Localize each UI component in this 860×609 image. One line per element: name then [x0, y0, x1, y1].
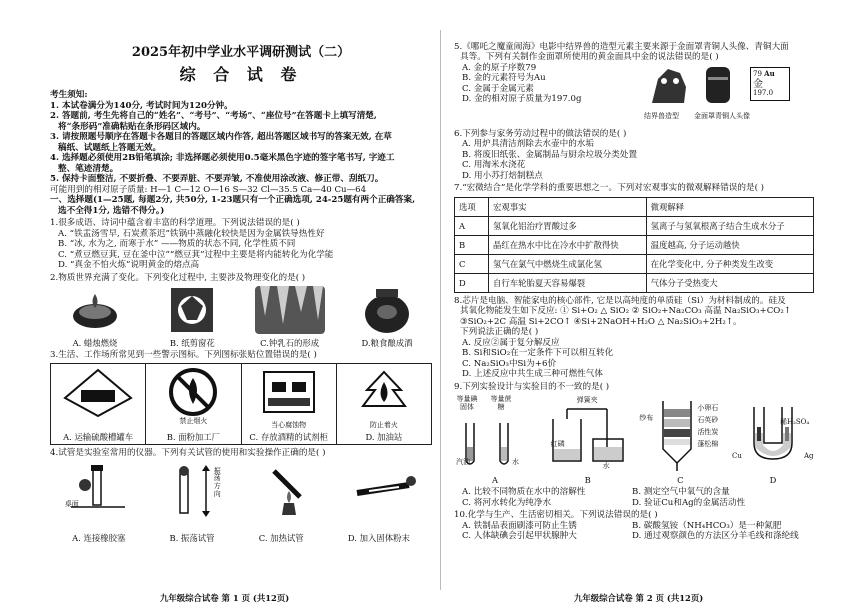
apparatus-letter: A [491, 474, 499, 485]
option: D. 上述反应中共生成三种可燃性气体 [462, 369, 603, 380]
option: C. “煮豆燃豆萁, 豆在釜中泣”“燃豆萁”过程中主要是将内能转化为化学能 [58, 249, 334, 260]
question-8-cont: 其氧化物能发生如下反应: ① Si+O₂ △ SiO₂ ② SiO₂+Na₂CO₃ 高温 Na₂SiO₃+CO₂↑ [460, 306, 791, 317]
table-header: 选项 [455, 197, 489, 216]
q10-options-row [454, 531, 814, 541]
notice-line: 5. 保持卡面整洁, 不要折叠、不要弄脏、不要弄皱, 不准使用涂改液、修正带、刮纸刀。 [50, 174, 384, 185]
table-cell: 气体分子受热变大 [646, 273, 813, 292]
apparatus-label: 红磷 [550, 440, 565, 449]
sign-text: 当心腐蚀物 [271, 420, 307, 429]
water-filter-icon [657, 399, 697, 473]
option: D. 加油站 [365, 432, 403, 443]
page-footer: 九年级综合试卷 第 1 页 (共12页) [160, 592, 290, 603]
section-heading: 选不全得1分, 选错不得分。) [58, 205, 165, 216]
corrosion-warning-icon [254, 368, 324, 416]
q3-sign-a [51, 364, 146, 444]
option: A. 铁制品表面刷漆可防止生锈 [462, 520, 577, 531]
option: C. 用淘米水浇花 [462, 160, 526, 171]
q2-image-d [342, 286, 432, 348]
left-column [50, 0, 432, 609]
option: C. Na₂SiO₃中Si为+6价 [462, 358, 557, 369]
apparatus-label: 稀H₂SO₄ [779, 418, 810, 427]
option: C. 将河水转化为纯净水 [462, 497, 552, 508]
atomic-mass: 197.0 [753, 88, 774, 97]
q4-image-d [349, 463, 419, 533]
option: C.钟乳石的形成 [260, 337, 320, 348]
q9-options-row [454, 487, 814, 497]
element-symbol: Au [764, 68, 775, 78]
oxygen-test-icon [547, 405, 629, 471]
apparatus-a [454, 395, 536, 485]
table-header: 宏观事实 [489, 197, 647, 216]
apparatus-letter: B [584, 474, 591, 485]
question-8-cont: 下列说法正确的是( ) [460, 327, 539, 338]
apparatus-label: 石英砂 [697, 416, 719, 425]
gold-element-cell [750, 67, 790, 101]
table-cell: C [455, 254, 489, 273]
apparatus-label: 汽油 [456, 458, 470, 467]
candle-icon [60, 286, 130, 334]
q4-image-b [158, 463, 228, 533]
q2-image-c [245, 286, 335, 348]
option: B. 将废旧纸张、金属制品与厨余垃圾分类处置 [462, 149, 638, 160]
q3-signs [50, 363, 432, 445]
apparatus-letter: C [677, 474, 684, 485]
shake-direction-label: 振荡方向 [213, 466, 221, 498]
question-4: 4.试管是实验室常用的仪器。下列有关试管的使用和实验操作正确的是( ) [50, 448, 326, 459]
no-fire-sign-icon [169, 368, 217, 416]
question-8-cont: ③SiO₂+2C 高温 Si+2CO↑ ④Si+2NaOH+H₂O △ Na₂SiO₃+2H₂↑。 [460, 316, 742, 327]
q2-image-b [147, 286, 237, 348]
option: D. 通过观察颜色的方法区分羊毛线和涤纶线 [632, 531, 799, 542]
question-5: 5.《哪吒之魔童闹海》电影中结界兽的造型元素主要来源于金面罩青铜人头像、青铜大面 [454, 42, 789, 52]
sign-text: 防止着火 [369, 420, 398, 429]
option: C. 存放酒精的试剂柜 [249, 432, 328, 443]
apparatus-label: Ag [803, 452, 814, 461]
q7-table [454, 197, 814, 293]
apparatus-label: 弹簧夹 [576, 396, 598, 405]
table-row [455, 254, 814, 273]
apparatus-label: 水 [512, 458, 519, 467]
question-5-cont: 具等。下列有关制作金面罩所使用的黄金面具中金的说法错误的是( ) [460, 52, 719, 63]
question-7: 7.“宏微结合”是化学学科的重要思想之一。下列对宏观事实的微观解释错误的是( ) [454, 183, 765, 194]
section-heading: 一、选择题(1—25题, 每题2分, 共50分, 1-23题只有一个正确选项, 24-25题有两个正确答案, [50, 195, 416, 206]
apparatus-letter: D [769, 474, 777, 485]
heating-tube-icon [254, 463, 324, 521]
option: A. 连接橡胶塞 [72, 532, 126, 543]
q9-apparatus [454, 395, 814, 485]
element-name: 金 [753, 78, 763, 90]
fire-prevention-sign-icon [349, 368, 419, 416]
option: B. 测定空气中氧气的含量 [632, 487, 730, 498]
notice-line: 稿纸、试题纸上答题无效。 [58, 142, 162, 153]
option: D. 加入固体粉末 [347, 532, 410, 543]
apparatus-label: Cu [731, 452, 742, 461]
question-3: 3.生活、工作场所常见到一些警示图标。下列图标张贴位置错误的是( ) [50, 349, 317, 360]
bronze-head-icon [698, 63, 738, 109]
notice-line: 4. 选择题必须使用2B铅笔填涂; 非选择题必须使用0.5毫米黑色字迹的签字笔书写, 字迹工 [50, 153, 395, 164]
option: C. 金属于金属元素 [462, 83, 534, 94]
q10-options-row [454, 521, 814, 531]
q4-image-a [63, 463, 133, 533]
table-row [455, 235, 814, 254]
apparatus-b [547, 395, 629, 485]
question-1: 1.很多成语、诗词中蕴含着丰富的科学道理。下列说法错误的是( ) [50, 218, 300, 229]
paper-cut-icon [157, 286, 227, 334]
table-header: 微观解释 [646, 197, 813, 216]
q3-sign-b [146, 364, 241, 444]
exam-subtitle: 综 合 试 卷 [179, 64, 303, 84]
apparatus-label: 蓬松棉 [697, 440, 719, 449]
table-row [455, 216, 814, 235]
option: B. Si和SiO₂在一定条件下可以相互转化 [462, 348, 614, 359]
question-2: 2.物质世界充满了变化。下列变化过程中, 主要涉及物理变化的是( ) [50, 272, 306, 283]
page-footer: 九年级综合试卷 第 2 页 (共12页) [574, 592, 704, 603]
option: A. 运输硫酸槽罐车 [63, 432, 134, 443]
table-cell: D [455, 273, 489, 292]
table-cell: B [455, 235, 489, 254]
notice-line: 将“条形码”准确粘贴在条形码区域内。 [58, 121, 206, 132]
corrosive-sign-icon [63, 368, 133, 418]
guardian-beast-icon [644, 63, 694, 109]
option: B. “冰, 水为之, 而寒于水” ——物质的状态不同, 化学性质不同 [58, 239, 296, 250]
table-cell: 氢气在氯气中燃烧生成氯化氢 [489, 254, 647, 273]
q2-images [50, 286, 432, 348]
question-6: 6.下列参与家务劳动过程中的做法错误的是( ) [454, 128, 627, 139]
q4-images [50, 463, 432, 533]
table-cell: 温度越高, 分子运动越快 [646, 235, 813, 254]
apparatus-label: 纱布 [639, 414, 654, 423]
table-cell: 氢氧化铝治疗胃酸过多 [489, 216, 647, 235]
notice-line: 3. 请按照题号顺序在答题卡各题目的答题区域内作答, 超出答题区域书写的答案无效, 在草 [50, 132, 392, 143]
apparatus-label: 小卵石 [697, 404, 719, 413]
q4-image-c [254, 463, 324, 533]
atomic-mass-line: 可能用到的相对原子质量: H—1 C—12 O—16 S—32 Cl—35.5 Ca—40 Cu—64 [50, 184, 367, 195]
stalactite-icon [255, 286, 325, 334]
table-cell: A [455, 216, 489, 235]
metal-activity-icon [740, 403, 806, 469]
apparatus-d [732, 395, 814, 485]
option: B. 纸剪窗花 [169, 337, 215, 348]
option: C. 加热试管 [258, 532, 304, 543]
pic-label: 金面罩青铜人头像 [694, 111, 750, 120]
apparatus-label: 等量碘固体 [456, 395, 478, 411]
apparatus-label: 等量蔗糖 [490, 395, 512, 411]
exam-title: 2025年初中学业水平调研测试（二） [131, 45, 351, 60]
option: D. 用小苏打焙制糕点 [462, 170, 543, 181]
question-9: 9.下列实验设计与实验目的不一致的是( ) [454, 381, 610, 392]
q5-body [454, 63, 814, 127]
notice-heading: 考生须知: [50, 90, 88, 101]
option: D.粮食酿成酒 [361, 337, 413, 348]
table-cell: 自行车轮胎夏天容易爆裂 [489, 273, 647, 292]
table-cell: 氢离子与氢氧根离子结合生成水分子 [646, 216, 813, 235]
notice-line: 1. 本试卷满分为140分, 考试时间为120分钟。 [50, 100, 233, 111]
option: C. 人体缺碘会引起甲状腺肿大 [462, 531, 577, 542]
wine-jar-icon [352, 286, 422, 334]
add-powder-icon [349, 463, 419, 521]
question-10: 10.化学与生产、生活密切相关。下列说法错误的是( ) [454, 510, 658, 521]
q9-options-row [454, 498, 814, 508]
option: D. “真金不怕火炼”说明黄金的熔点高 [58, 260, 200, 271]
apparatus-label: 活性炭 [697, 428, 719, 437]
question-8: 8.芯片是电脑、智能家电的核心部件, 它是以高纯度的单质硅（Si）为材料制成的。硅及 [454, 295, 786, 306]
option: A. 比较不同物质在水中的溶解性 [462, 487, 586, 498]
table-header-row [455, 197, 814, 216]
column-divider [440, 30, 441, 590]
test-tube-stopper-icon [63, 463, 133, 521]
notice-line: 2. 答题前, 考生先将自己的“姓名”、“考号”、“考场”、“座位号”在答题卡上填写清楚, [50, 111, 377, 122]
option: A. “铁盂汤雪早, 石炭煮茶迟”铁锅中蒸融化较快是因为金属铁导热性好 [58, 228, 325, 239]
sign-text: 禁止烟火 [179, 417, 208, 426]
atomic-number: 79 [753, 69, 762, 78]
right-column [454, 0, 814, 609]
table-label: 桌面 [64, 499, 79, 508]
option: B. 碳酸氢铵（NH₄HCO₃）是一种氮肥 [632, 520, 782, 531]
q2-image-a [50, 286, 140, 348]
option: D. 验证Cu和Ag的金属活动性 [632, 497, 746, 508]
option: B. 面粉加工厂 [166, 432, 221, 443]
option: A. 反应②属于复分解反应 [462, 337, 560, 348]
table-cell: 晶红在热水中比在冷水中扩散得快 [489, 235, 647, 254]
apparatus-c [639, 395, 721, 485]
option: D. 金的相对原子质量为197.0g [462, 94, 582, 105]
q4-options [50, 533, 432, 543]
pic-label: 结界兽造型 [644, 111, 679, 120]
option: B. 振荡试管 [169, 532, 215, 543]
q3-sign-c [242, 364, 337, 444]
option: B. 金的元素符号为Au [462, 73, 546, 84]
apparatus-label: 水 [602, 462, 610, 471]
notice-line: 整、笔迹清楚。 [58, 163, 119, 174]
table-cell: 在化学变化中, 分子种类发生改变 [646, 254, 813, 273]
table-row [455, 273, 814, 292]
q3-sign-d [337, 364, 431, 444]
option: A. 用炉具清洁剂除去水壶中的水垢 [462, 139, 594, 150]
option: A. 蜡烛燃烧 [72, 337, 118, 348]
option: A. 金的原子序数79 [462, 62, 537, 73]
